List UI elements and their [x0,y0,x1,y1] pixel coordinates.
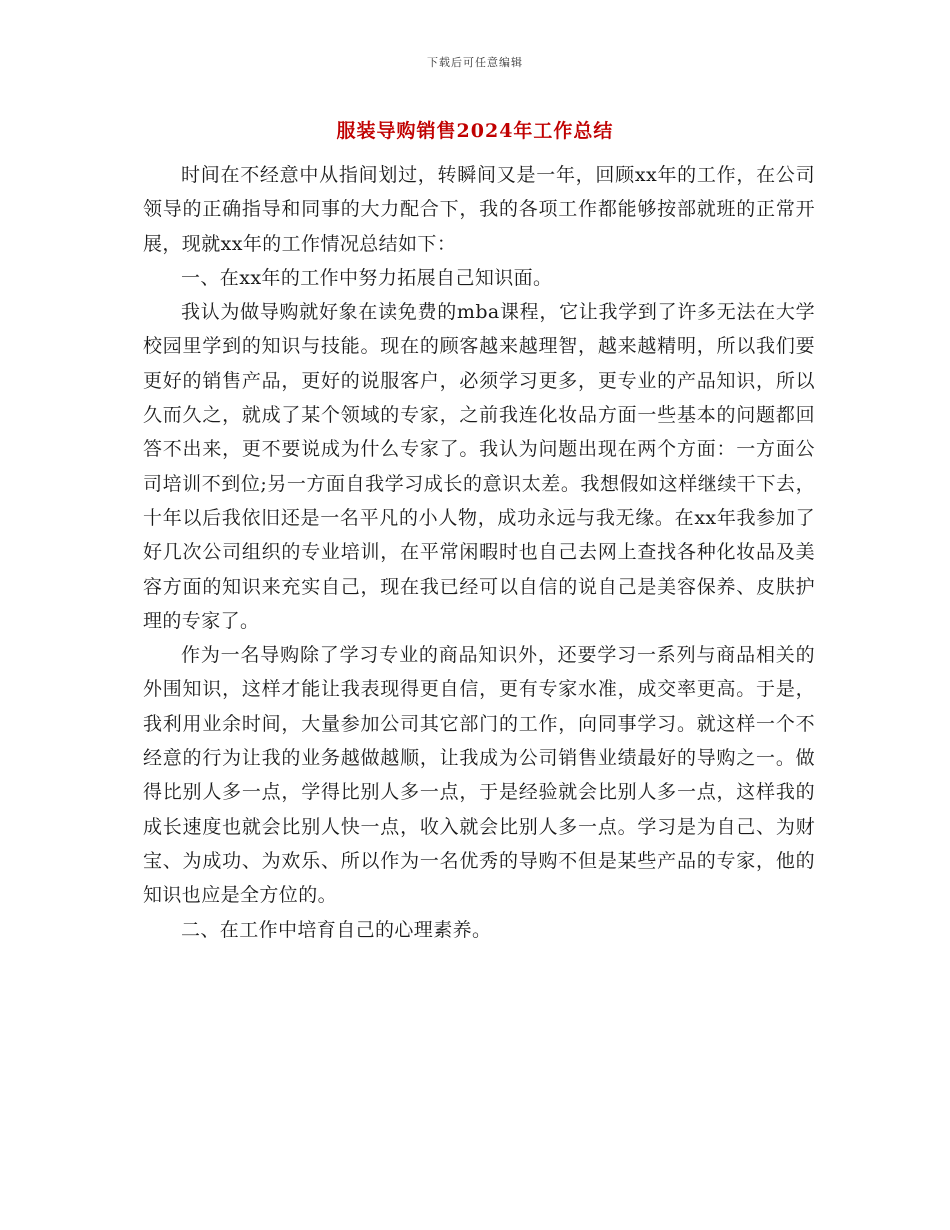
paragraph-intro: 时间在不经意中从指间划过，转瞬间又是一年，回顾xx年的工作，在公司领导的正确指导和同事的大力配合下，我的各项工作都能够按部就班的正常开展，现就xx年的工作情况总结如下： [143,164,815,255]
section-heading-2: 二、在工作中培育自己的心理素养。 [181,918,492,941]
document-title: 服装导购销售2024年工作总结 [336,120,614,142]
header-note: 下载后可任意编辑 [427,56,523,69]
paragraph-learning: 作为一名导购除了学习专业的商品知识外，还要学习一系列与商品相关的外围知识，这样才能让我表现得更自信，更有专家水准，成交率更高。于是，我利用业余时间，大量参加公司其它部门的工作，向同事学习。就这样一个不经意的行为让我的业务越做越顺，让我成为公司销售业绩最好的导购之一。做得比别人多一点，学得比别人多一点，于是经验就会比别人多一点，这样我的成长速度也就会比别人快一点，收入就会比别人多一点。学习是为自己、为财宝、为成功、为欢乐、所以作为一名优秀的导购不但是某些产品的专家，他的知识也应是全方位的。 [143,644,815,907]
section-heading-1: 一、在xx年的工作中努力拓展自己知识面。 [181,266,553,289]
document-body [143,158,815,947]
paragraph-knowledge: 我认为做导购就好象在读免费的mba课程，它让我学到了许多无法在大学校园里学到的知识与技能。现在的顾客越来越理智，越来越精明，所以我们要更好的销售产品，更好的说服客户，必须学习更多，更专业的产品知识，所以久而久之，就成了某个领域的专家，之前我连化妆品方面一些基本的问题都回答不出来，更不要说成为什么专家了。我认为问题出现在两个方面：一方面公司培训不到位;另一方面自我学习成长的意识太差。我想假如这样继续干下去，十年以后我依旧还是一名平凡的小人物，成功永远与我无缘。在xx年我参加了好几次公司组织的专业培训，在平常闲暇时也自己去网上查找各种化妆品及美容方面的知识来充实自己，现在我已经可以自信的说自己是美容保养、皮肤护理的专家了。 [143,301,815,632]
